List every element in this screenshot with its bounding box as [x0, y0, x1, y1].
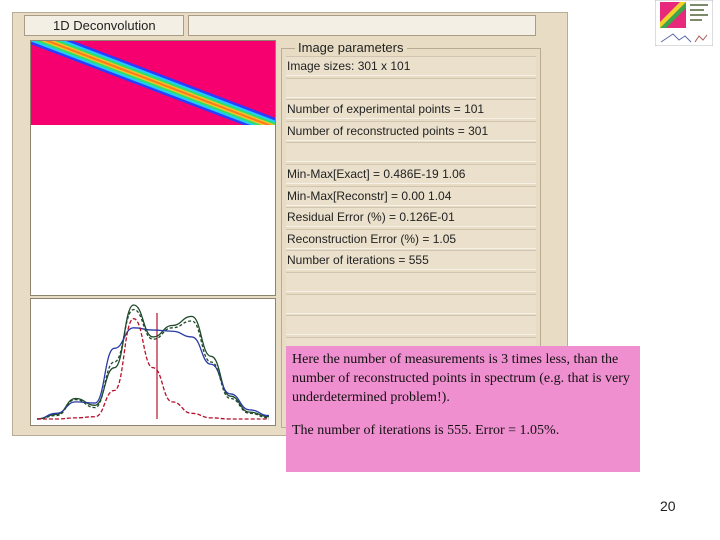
parameter-row [286, 78, 536, 98]
parameter-row: Reconstruction Error (%) = 1.05 [286, 229, 536, 249]
response-matrix-panel [30, 40, 276, 296]
parameter-row: Image sizes: 301 x 101 [286, 56, 536, 76]
annotation-note [286, 346, 640, 472]
series-line-4 [37, 319, 269, 419]
note-paragraph-2: The number of iterations is 555. Error = 1.05%. [292, 423, 560, 438]
response-matrix-image [31, 41, 275, 125]
series-line-2 [37, 328, 269, 419]
parameter-row [286, 142, 536, 162]
parameter-row: Number of experimental points = 101 [286, 99, 536, 119]
window-title: 1D Deconvolution [24, 15, 184, 36]
institute-logo [655, 0, 713, 46]
parameter-row: Residual Error (%) = 0.126E-01 [286, 207, 536, 227]
parameter-row [286, 294, 536, 314]
spectrum-plot-panel [30, 298, 276, 426]
parameter-row: Number of iterations = 555 [286, 250, 536, 270]
spectrum-plot [31, 299, 275, 425]
parameter-row: Number of reconstructed points = 301 [286, 121, 536, 141]
parameter-row [286, 272, 536, 292]
page-number: 20 [660, 498, 676, 514]
parameter-row: Min-Max[Exact] = 0.486E-19 1.06 [286, 164, 536, 184]
title-bar-spacer [188, 15, 536, 36]
parameter-row: Min-Max[Reconstr] = 0.00 1.04 [286, 186, 536, 206]
note-paragraph-1: Here the number of measurements is 3 times less, than the number of reconstructed points in spectrum (e.g. that is very underdetermined problem!). [292, 352, 630, 405]
image-parameters-legend: Image parameters [295, 41, 407, 55]
parameter-row [286, 315, 536, 335]
series-line-1 [37, 305, 269, 419]
